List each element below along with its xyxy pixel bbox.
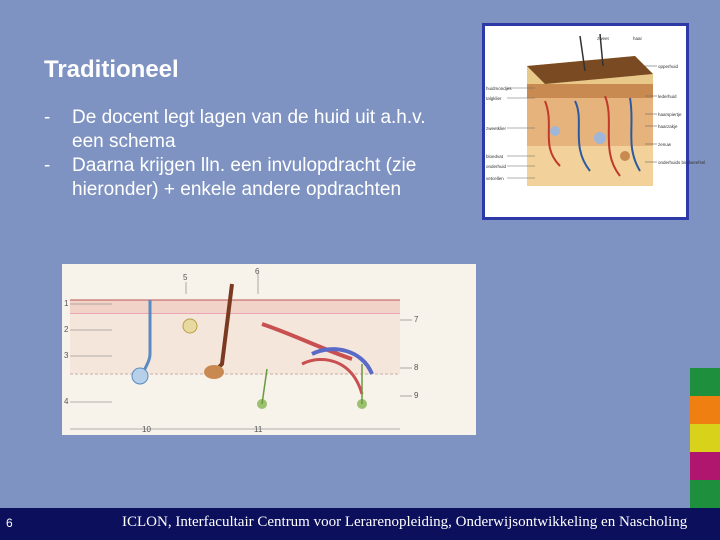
diagram-number: 9: [414, 391, 419, 400]
diagram-label: talgklier: [486, 96, 502, 101]
bullet-item: [44, 106, 454, 154]
diagram-label: haarzakje: [658, 124, 678, 129]
skin-diagram-image: [482, 23, 706, 220]
diagram-number: 10: [142, 425, 151, 434]
color-block: [690, 396, 720, 424]
color-strip: [690, 368, 720, 508]
fill-in-diagram-image: [62, 264, 476, 435]
bullet-item: [44, 154, 454, 202]
page-number: 6: [6, 516, 13, 530]
bullet-dash: -: [44, 155, 51, 176]
diagram-label: bloedvat: [486, 154, 504, 159]
color-block: [690, 452, 720, 480]
color-block: [690, 480, 720, 508]
diagram-number: 3: [64, 351, 69, 360]
diagram-number: 7: [414, 315, 419, 324]
diagram-label: zweet: [597, 36, 609, 41]
diagram-label: opperhuid: [658, 64, 679, 69]
diagram-label: huidmondjes: [486, 86, 512, 91]
diagram-label: onderhuids bindweefsel: [658, 160, 706, 165]
diagram-label: zenuw: [658, 142, 672, 147]
diagram-label: vetcellen: [486, 176, 504, 181]
footer-bar: [0, 508, 720, 540]
fill-in-diagram-svg: [62, 264, 476, 435]
diagram-number: 1: [64, 299, 69, 308]
diagram-label: zweetklier: [486, 126, 507, 131]
footer-text: ICLON, Interfacultair Centrum voor Lerarenopleiding, Onderwijsontwikkeling en Nascholing: [122, 514, 688, 530]
diagram-number: 2: [64, 325, 69, 334]
diagram-number: 11: [254, 425, 263, 434]
diagram-label: lederhuid: [658, 94, 677, 99]
bullet-list: [44, 106, 454, 202]
bullet-dash: -: [44, 107, 51, 128]
diagram-label: haar: [633, 36, 643, 41]
color-block: [690, 368, 720, 396]
diagram-number: 5: [183, 273, 188, 282]
diagram-number: 6: [255, 267, 260, 276]
color-block: [690, 424, 720, 452]
diagram-label: haarspiertje: [658, 112, 682, 117]
diagram-number: 4: [64, 397, 69, 406]
bullet-text: De docent legt lagen van de huid uit a.h.v. een schema: [72, 107, 426, 152]
slide-title: Traditioneel: [44, 56, 179, 83]
skin-diagram-svg: [485, 26, 706, 217]
diagram-number: 8: [414, 363, 419, 372]
diagram-label: onderhuid: [486, 164, 507, 169]
bullet-text: Daarna krijgen lln. een invulopdracht (zie hieronder) + enkele andere opdrachten: [72, 155, 417, 200]
